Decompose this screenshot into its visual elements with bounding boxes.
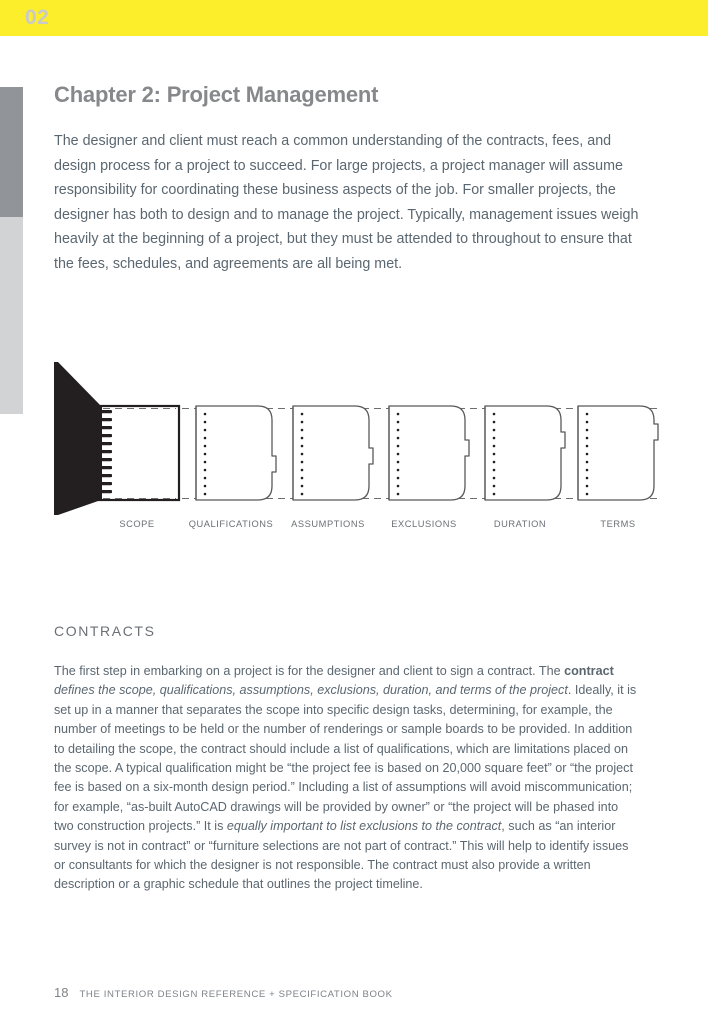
tab-card-duration bbox=[485, 406, 565, 500]
footer-book-title: THE INTERIOR DESIGN REFERENCE + SPECIFICATION BOOK bbox=[79, 989, 393, 1000]
tab-label-assumptions: ASSUMPTIONS bbox=[291, 519, 365, 529]
body-italic-definition: defines the scope, qualifications, assumptions, exclusions, duration, and terms of the project bbox=[54, 683, 568, 698]
tab-label-duration: DURATION bbox=[493, 519, 547, 529]
chapter-number: 02 bbox=[25, 6, 50, 29]
notebook-diagram-svg bbox=[0, 352, 708, 542]
diagram-tab-labels bbox=[0, 519, 708, 535]
footer-page-number: 18 bbox=[54, 985, 69, 1000]
tab-card-terms bbox=[578, 406, 658, 500]
tab-label-terms: TERMS bbox=[600, 519, 636, 529]
section-heading-contracts: CONTRACTS bbox=[54, 623, 156, 639]
body-paragraph bbox=[54, 662, 640, 895]
contract-sections-diagram bbox=[0, 352, 708, 542]
intro-paragraph: The designer and client must reach a common understanding of the contracts, fees, and design process for a project to succeed. For large projects, a project manager will assume responsibility for coordinating these business aspects of the job. For smaller projects, the designer has both to design and to manage the project. Typically, management issues weigh heavily at the beginning of a project, but they must be attended to throughout to ensure that the fees, schedules, and agreements are all being met. bbox=[54, 133, 639, 272]
body-part-2: . Ideally, it is set up in a manner that separates the scope into specific design tasks, determining, for example, the number of meetings to be held or the number of renderings or sample boards to be provided. In addition to detailing the scope, the contract should include a list of qualifications, which are limitations placed on the scope. A typical qualification might be “the project fee is based on 20,000 square feet” or “the project fee is based on a six-month design period.” Including a list of assumptions will avoid miscommunication; for example, “as-built AutoCAD drawings will be provided by owner” or “the project will be phased into two construction projects.” It is bbox=[54, 683, 637, 834]
body-part-1: The first step in embarking on a project is for the designer and client to sign a contract. The bbox=[54, 664, 565, 678]
page-title: Chapter 2: Project Management bbox=[54, 82, 379, 107]
page-footer bbox=[54, 985, 393, 1000]
tab-label-exclusions: EXCLUSIONS bbox=[391, 519, 457, 529]
tab-card-exclusions bbox=[389, 406, 469, 500]
body-part-3: , such as “an interior survey is not in contract” or “furniture selections are not part of contract.” This will help to identify issues or consultants for which the designer is not responsible. The contract must also provide a written description or a graphic schedule that outlines the project timeline. bbox=[54, 819, 629, 892]
tab-card-assumptions bbox=[293, 406, 373, 500]
tab-card-qualifications bbox=[196, 406, 276, 500]
chapter-band bbox=[0, 0, 708, 36]
body-bold-term: contract bbox=[564, 664, 614, 678]
tab-label-qualifications: QUALIFICATIONS bbox=[188, 519, 274, 529]
edge-index-tab-active bbox=[0, 87, 23, 217]
tab-label-scope: SCOPE bbox=[119, 519, 155, 529]
body-italic-phrase-2: equally important to list exclusions to the contract bbox=[226, 819, 502, 834]
